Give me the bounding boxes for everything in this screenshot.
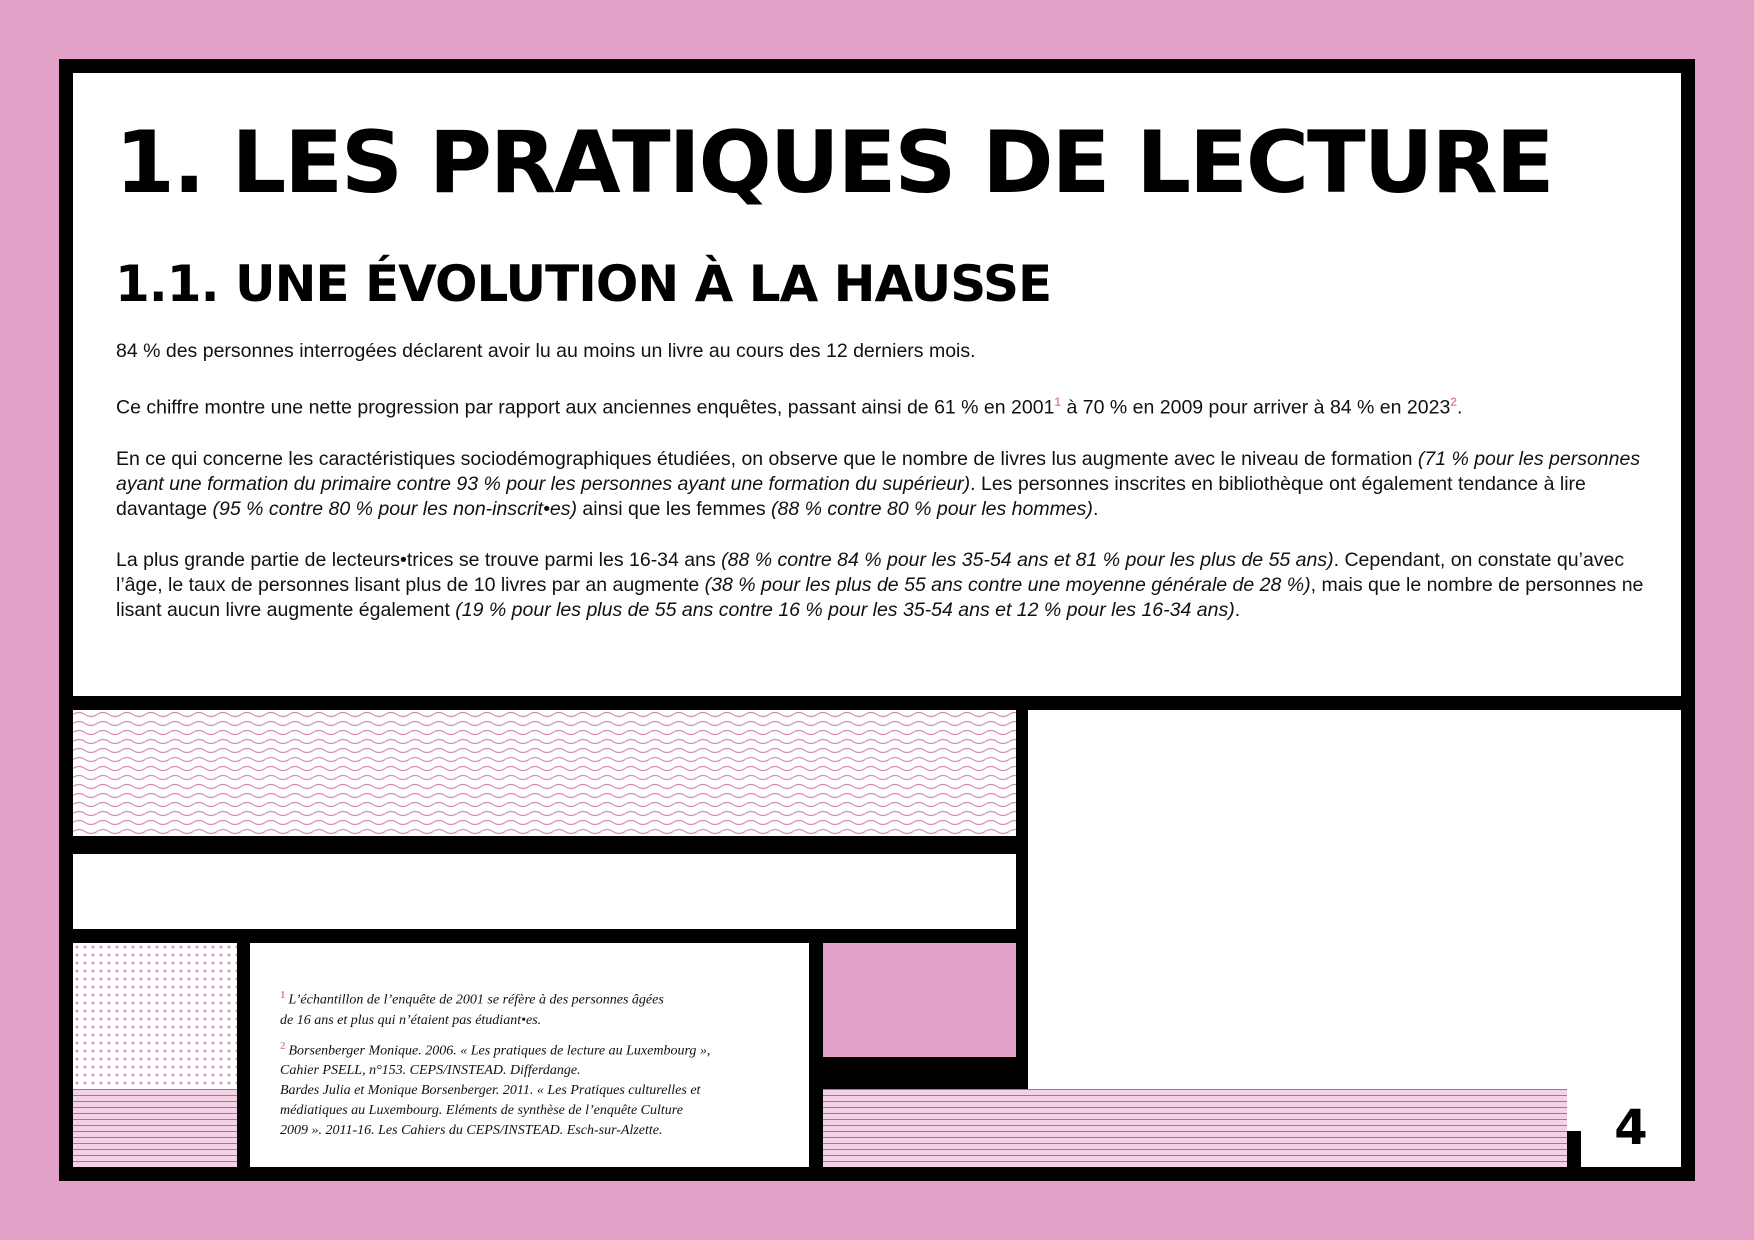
page-number: 4 [1614,1100,1648,1156]
paragraph-4-text-d: . [1234,598,1241,621]
footnote-2 [280,1036,780,1142]
paragraph-3-text-b: . Les personnes inscrites en bibliothèque ont également tendance à lire davantage [116,472,1586,520]
footnotes-panel [250,943,809,1167]
paragraph-3-text-a: En ce qui concerne les caractéristiques sociodémographiques étudiées, on observe que le nombre de livres lus augmente avec le niveau de formation [116,447,1418,470]
dot-pattern-panel [73,943,237,1104]
main-text-panel [73,73,1681,696]
stripe-pattern-panel-right [823,1089,1567,1167]
paragraph-3-text-d: . [1092,497,1099,520]
pink-block-panel [823,943,1016,1057]
paragraph-3 [116,447,1676,522]
paragraph-4-italic-2: (38 % pour les plus de 55 ans contre une moyenne générale de 28 %) [704,573,1311,596]
paragraph-4-italic-1: (88 % contre 84 % pour les 35-54 ans et 81 % pour les plus de 55 ans) [721,548,1334,571]
footnote-ref-2: 2 [1450,395,1457,409]
footnote-2-line-4: médiatiques au Luxembourg. Eléments de synthèse de l’enquête Culture [280,1103,683,1119]
paragraph-3-italic-1: (71 % pour les personnes ayant une formation du primaire contre 93 % pour les personnes ayant une formation du supérieur) [116,447,1641,495]
paragraph-2-text-c: . [1456,396,1463,419]
footnote-2-line-3: Bardes Julia et Monique Borsenberger. 2011. « Les Pratiques culturelles et [280,1083,701,1099]
paragraph-3-italic-2: (95 % contre 80 % pour les non-inscrit•es) [212,497,578,520]
paragraph-2-text-a: Ce chiffre montre une nette progression par rapport aux anciennes enquêtes, passant ainsi de 61 % en 2001 [116,396,1055,419]
page-title: 1. LES PRATIQUES DE LECTURE [115,113,1553,213]
paragraph-4-text-b: . Cependant, on constate qu’avec l’âge, le taux de personnes lisant plus de 10 livres par an augmente [116,548,1625,596]
footnote-2-mark: 2 [280,1039,286,1052]
paragraph-4-text-c: , mais que le nombre de personnes ne lisant aucun livre augmente également [116,573,1644,621]
section-subtitle: 1.1. UNE ÉVOLUTION À LA HAUSSE [115,255,1052,313]
body-text [116,339,1676,649]
paragraph-1-text: 84 % des personnes interrogées déclarent avoir lu au moins un livre au cours des 12 derniers mois. [116,340,976,362]
footnote-ref-1: 1 [1054,395,1062,409]
footnote-1-line-1: L’échantillon de l’enquête de 2001 se réfère à des personnes âgées [288,992,664,1008]
paragraph-2-text-b: à 70 % en 2009 pour arriver à 84 % en 2023 [1061,396,1451,419]
footnotes [280,985,780,1146]
paragraph-2 [116,390,1676,421]
blank-panel-right [1028,710,1681,1131]
footnote-2-line-2: Cahier PSELL, n°153. CEPS/INSTEAD. Differdange. [280,1063,581,1079]
paragraph-3-text-c: ainsi que les femmes [577,497,772,520]
footnote-2-line-5: 2009 ». 2011-16. Les Cahiers du CEPS/INSTEAD. Esch-sur-Alzette. [280,1123,663,1139]
wave-pattern-panel [73,710,1016,836]
paragraph-1 [116,339,1676,364]
footnote-1 [280,985,780,1031]
page-frame [59,59,1695,1181]
footnote-2-line-1: Borsenberger Monique. 2006. « Les pratiques de lecture au Luxembourg », [288,1043,711,1059]
paragraph-4-text-a: La plus grande partie de lecteurs•trices se trouve parmi les 16-34 ans [116,548,722,571]
page-number-box [1581,1089,1681,1167]
blank-panel-left [73,854,1016,929]
paragraph-4-italic-3: (19 % pour les plus de 55 ans contre 16 % pour les 35-54 ans et 12 % pour les 16-34 ans) [455,598,1235,621]
footnote-1-line-2: de 16 ans et plus qui n’étaient pas étudiant•es. [280,1012,542,1028]
paragraph-3-italic-3: (88 % contre 80 % pour les hommes) [771,497,1093,520]
stripe-pattern-panel-left [73,1089,237,1167]
footnote-1-mark: 1 [280,989,286,1001]
paragraph-4 [116,548,1676,623]
